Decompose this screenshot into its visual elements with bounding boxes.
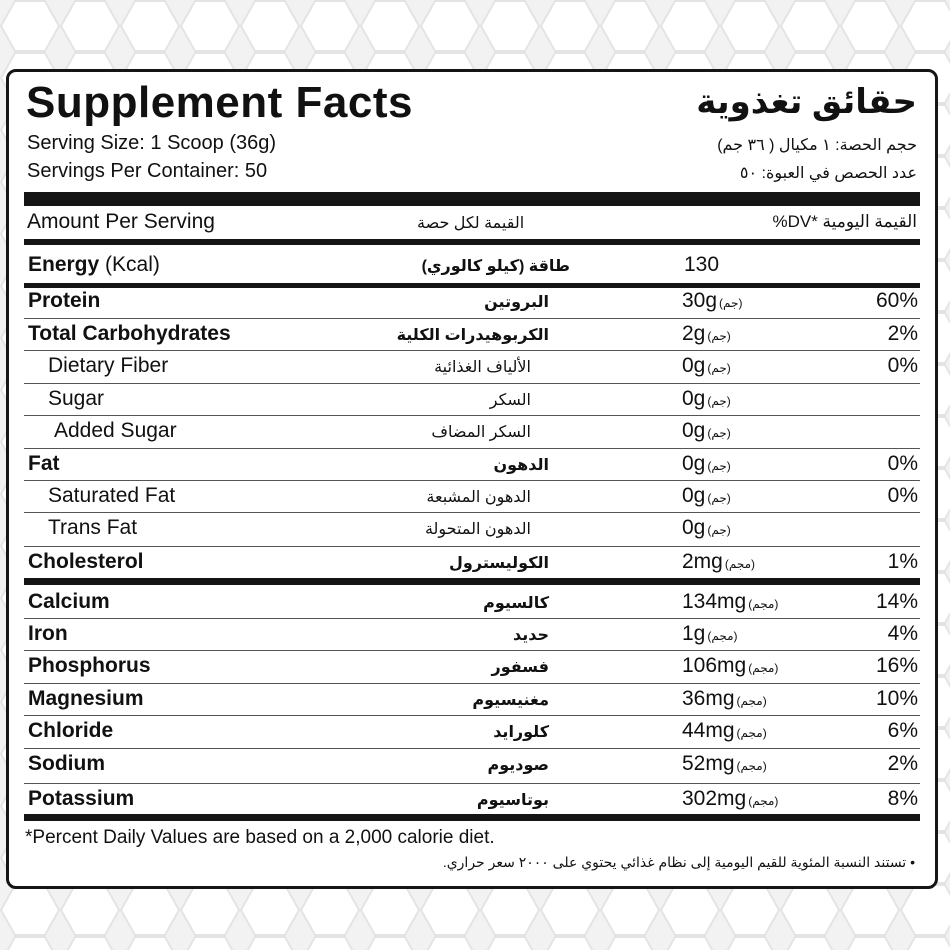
table-row	[24, 417, 920, 449]
table-row	[24, 320, 920, 352]
nutrient-name: Dietary Fiber	[48, 354, 169, 377]
table-row	[24, 717, 920, 749]
nutrient-name: Magnesium	[28, 687, 144, 710]
nutrient-daily-value: 0%	[887, 452, 918, 475]
nutrient-name-arabic: صوديوم	[487, 757, 549, 774]
nutrient-daily-value: 2%	[887, 752, 918, 775]
amount-per-serving-arabic: القيمة لكل حصة	[417, 215, 525, 232]
serving-size-english: Serving Size: 1 Scoop (36g)	[27, 132, 277, 154]
nutrient-name: Trans Fat	[48, 516, 138, 539]
nutrient-name: Fat	[28, 452, 60, 475]
amount-per-serving-label: Amount Per Serving	[27, 210, 215, 233]
row-divider	[24, 383, 920, 384]
nutrient-amount: 44mg (مجم)	[682, 719, 767, 742]
nutrient-name: Added Sugar	[54, 419, 177, 442]
energy-label: Energy (Kcal)	[28, 253, 160, 276]
table-row	[24, 785, 920, 817]
row-divider	[24, 783, 920, 784]
table-row	[24, 482, 920, 514]
title-english: Supplement Facts	[26, 78, 413, 127]
nutrient-daily-value: 14%	[875, 590, 918, 613]
daily-value-header: القيمة اليومية *DV%	[772, 212, 917, 231]
row-divider	[24, 448, 920, 449]
nutrient-amount: 0g (جم)	[682, 419, 731, 442]
row-divider	[24, 618, 920, 619]
nutrient-name-arabic: فسفور	[491, 659, 549, 676]
nutrient-daily-value: 0%	[887, 484, 918, 507]
nutrient-daily-value: 0%	[887, 354, 918, 377]
row-divider	[24, 415, 920, 416]
nutrient-daily-value: 60%	[875, 289, 918, 312]
nutrient-name-arabic: مغنيسيوم	[472, 692, 549, 709]
nutrient-name-arabic: حديد	[512, 627, 549, 644]
table-row	[24, 514, 920, 546]
energy-arabic: طاقة (كيلو كالوري)	[421, 258, 570, 275]
nutrient-amount: 0g (جم)	[682, 484, 731, 507]
nutrient-daily-value: 2%	[887, 322, 918, 345]
table-row	[24, 685, 920, 717]
nutrient-name: Potassium	[28, 787, 135, 810]
row-divider	[24, 748, 920, 749]
nutrient-name: Cholesterol	[28, 550, 144, 573]
table-row	[24, 750, 920, 782]
row-divider	[24, 350, 920, 351]
nutrient-name: Calcium	[28, 590, 110, 613]
nutrient-name: Sugar	[48, 387, 105, 410]
row-divider	[24, 683, 920, 684]
nutrient-amount: 302mg (مجم)	[682, 787, 779, 810]
nutrient-name-arabic: الكربوهيدرات الكلية	[396, 327, 549, 344]
servings-per-container-arabic: عدد الحصص في العبوة: ٥٠	[739, 165, 917, 182]
nutrient-amount: 0g (جم)	[682, 452, 731, 475]
nutrient-daily-value: 16%	[875, 654, 918, 677]
servings-per-container-english: Servings Per Container: 50	[27, 160, 268, 182]
footnote-english: *Percent Daily Values are based on a 2,000 calorie diet.	[25, 827, 495, 848]
nutrient-name: Protein	[28, 289, 101, 312]
nutrient-name-arabic: الدهون	[493, 457, 549, 474]
nutrient-name: Chloride	[28, 719, 114, 742]
nutrient-name-arabic: السكر المضاف	[431, 424, 531, 441]
energy-row	[24, 251, 920, 283]
footnote-arabic: • تستند النسبة المئوية للقيم اليومية إلى نظام غذائي يحتوي على ٢٠٠٠ سعر حراري.	[442, 854, 915, 870]
nutrient-name-arabic: السكر	[489, 392, 531, 409]
title-arabic: حقائق تغذوية	[696, 83, 917, 121]
table-row	[24, 588, 920, 620]
nutrient-name: Phosphorus	[28, 654, 151, 677]
nutrient-amount: 36mg (مجم)	[682, 687, 767, 710]
energy-value: 130	[684, 253, 720, 276]
table-row	[24, 548, 920, 580]
row-divider	[24, 650, 920, 651]
nutrient-amount: 0g (جم)	[682, 516, 731, 539]
nutrient-amount: 2g (جم)	[682, 322, 731, 345]
nutrient-amount: 0g (جم)	[682, 387, 731, 410]
row-divider	[24, 512, 920, 513]
nutrient-name-arabic: كلورايد	[493, 724, 549, 741]
thick-divider	[24, 192, 920, 206]
table-row	[24, 450, 920, 482]
nutrient-name-arabic: الكوليسترول	[449, 555, 549, 572]
nutrient-name-arabic: البروتين	[484, 294, 549, 311]
nutrient-daily-value: 6%	[887, 719, 918, 742]
nutrient-name: Sodium	[28, 752, 105, 775]
row-divider	[24, 318, 920, 319]
medium-divider	[24, 814, 920, 821]
nutrient-amount: 106mg (مجم)	[682, 654, 779, 677]
table-row	[24, 352, 920, 384]
serving-size-arabic: حجم الحصة: ١ مكيال ( ٣٦ جم)	[717, 137, 917, 154]
nutrient-name-arabic: بوتاسيوم	[476, 792, 549, 809]
nutrient-amount: 0g (جم)	[682, 354, 731, 377]
nutrient-amount: 2mg (مجم)	[682, 550, 756, 573]
nutrient-name: Iron	[28, 622, 68, 645]
medium-divider	[24, 239, 920, 245]
nutrient-amount: 1g (مجم)	[682, 622, 738, 645]
nutrient-name: Total Carbohydrates	[28, 322, 231, 345]
nutrient-name-arabic: الدهون المشبعة	[426, 489, 531, 506]
nutrient-amount: 30g (جم)	[682, 289, 743, 312]
row-divider	[24, 715, 920, 716]
table-row	[24, 652, 920, 684]
nutrient-daily-value: 4%	[887, 622, 918, 645]
nutrient-daily-value: 1%	[887, 550, 918, 573]
nutrient-name-arabic: الدهون المتحولة	[424, 521, 531, 538]
table-row	[24, 620, 920, 652]
row-divider	[24, 480, 920, 481]
supplement-facts-panel	[6, 69, 938, 889]
nutrient-daily-value: 10%	[875, 687, 918, 710]
nutrient-name: Saturated Fat	[48, 484, 176, 507]
row-divider	[24, 546, 920, 547]
nutrient-name-arabic: كالسيوم	[483, 595, 549, 612]
nutrient-daily-value: 8%	[887, 787, 918, 810]
nutrient-amount: 134mg (مجم)	[682, 590, 779, 613]
nutrient-amount: 52mg (مجم)	[682, 752, 767, 775]
table-row	[24, 385, 920, 417]
medium-divider	[24, 578, 920, 585]
nutrient-name-arabic: الألياف الغذائية	[434, 359, 531, 376]
table-row	[24, 287, 920, 319]
